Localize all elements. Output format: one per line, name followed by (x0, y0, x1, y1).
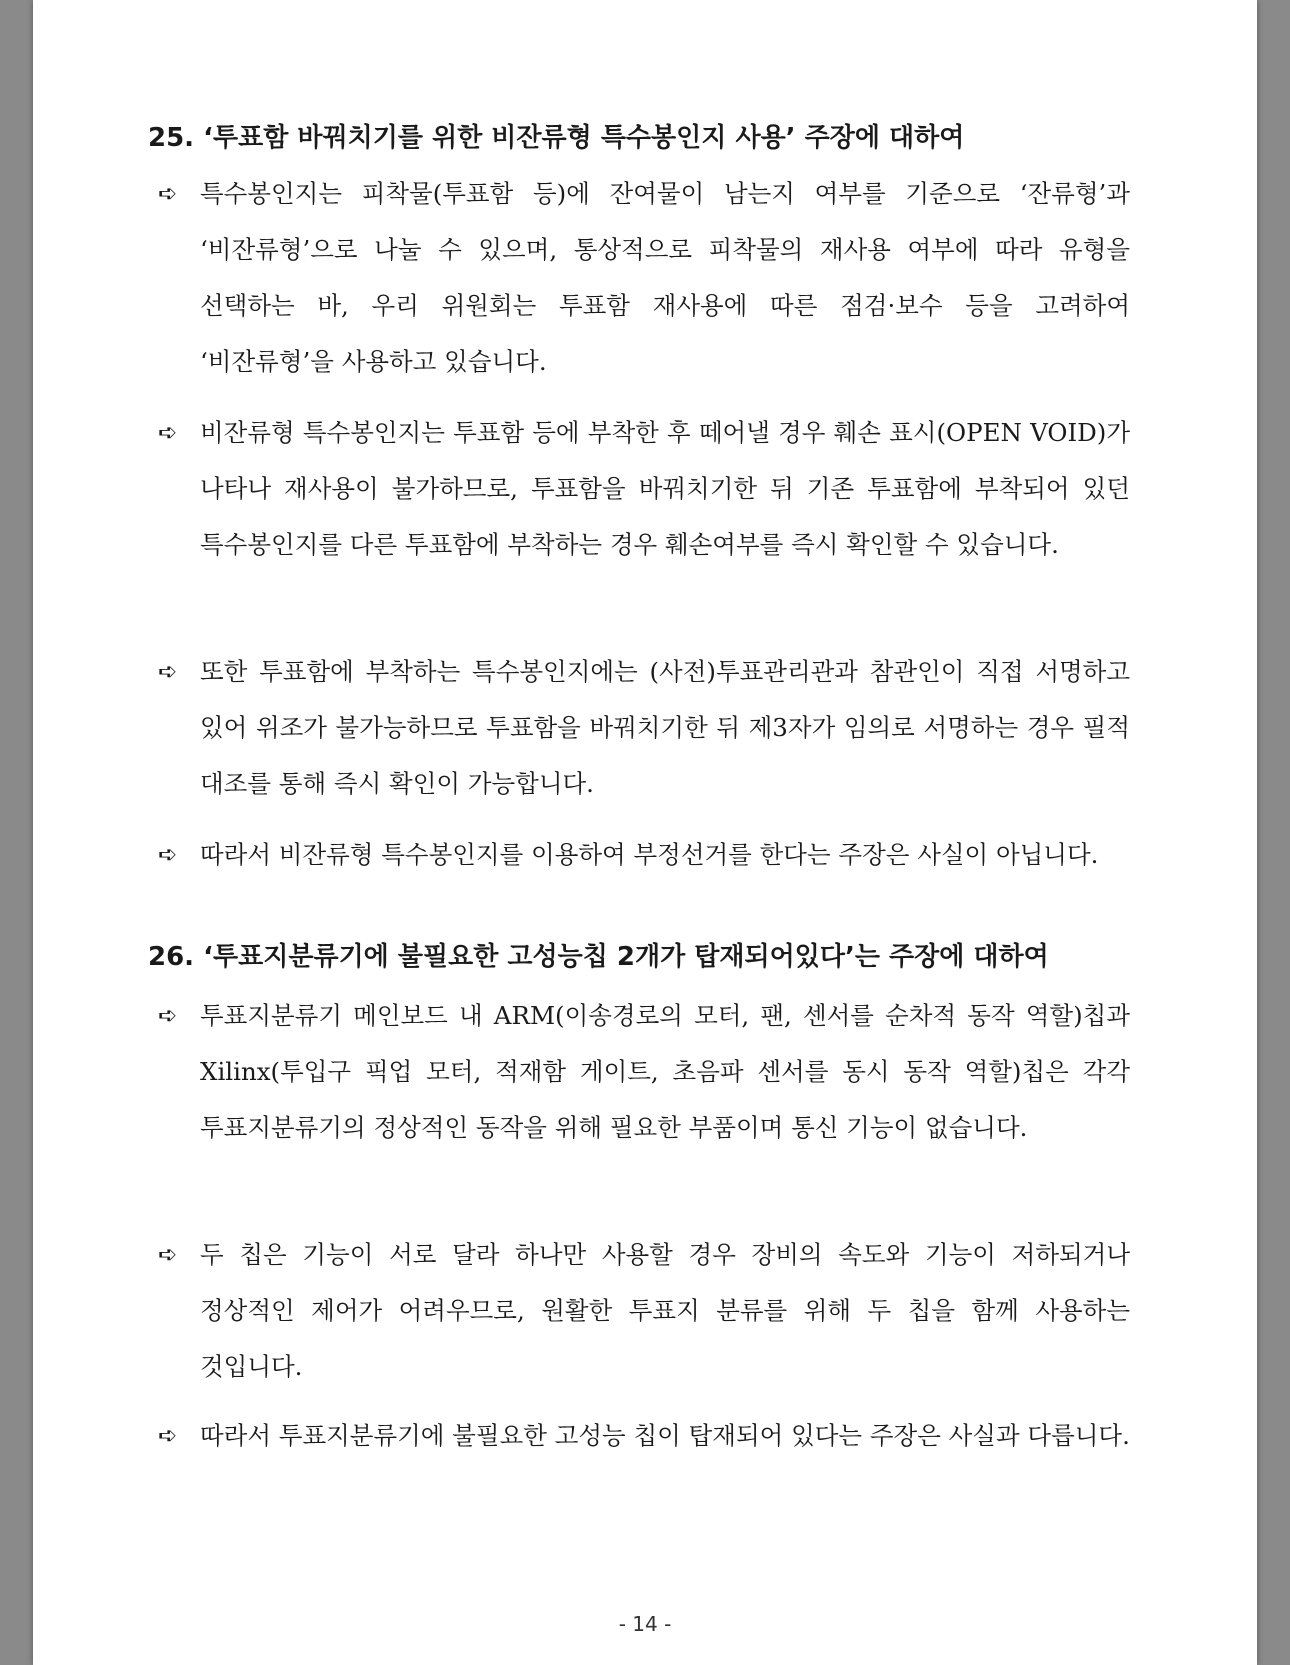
section-25-item-2 (158, 405, 1188, 573)
paragraph-text: 투표지분류기 메인보드 내 ARM(이송경로의 모터, 팬, 센서를 순차적 동작 역할)칩과 Xilinx(투입구 픽업 모터, 적재함 게이트, 초음파 센서를 동시 동작 역할)칩은 각각 투표지분류기의 정상적인 동작을 위해 필요한 부품이며 통신 기능이 없습니다. (200, 1001, 1130, 1142)
paragraph-text: 따라서 비잔류형 특수봉인지를 이용하여 부정선거를 한다는 주장은 사실이 아닙니다. (200, 840, 1099, 869)
arrow-bullet-icon: ➪ (158, 1003, 178, 1029)
section-25-item-3 (158, 644, 1188, 812)
document-page (33, 0, 1257, 1665)
section-25-heading: 25. ‘투표함 바꿔치기를 위한 비잔류형 특수봉인지 사용’ 주장에 대하여 (148, 123, 965, 153)
paragraph-text: 비잔류형 특수봉인지는 투표함 등에 부착한 후 떼어낼 경우 훼손 표시(OPEN VOID)가 나타나 재사용이 불가하므로, 투표함을 바꿔치기한 뒤 기존 투표함에 부착되어 있던 특수봉인지를 다른 투표함에 부착하는 경우 훼손여부를 즉시 확인할 수 있습니다. (200, 418, 1130, 559)
arrow-bullet-icon: ➪ (158, 420, 178, 446)
paragraph-text: 두 칩은 기능이 서로 달라 하나만 사용할 경우 장비의 속도와 기능이 저하되거나 정상적인 제어가 어려우므로, 원활한 투표지 분류를 위해 두 칩을 함께 사용하는 것입니다. (200, 1240, 1130, 1381)
arrow-bullet-icon: ➪ (158, 659, 178, 685)
section-25-item-4 (158, 827, 1188, 883)
paragraph-text: 따라서 투표지분류기에 불필요한 고성능 칩이 탑재되어 있다는 주장은 사실과 다릅니다. (200, 1421, 1130, 1450)
section-26-heading: 26. ‘투표지분류기에 불필요한 고성능칩 2개가 탑재되어있다’는 주장에 대하여 (148, 942, 1049, 972)
section-25-item-1 (158, 166, 1188, 390)
section-26-item-1 (158, 988, 1188, 1156)
paragraph-text: 또한 투표함에 부착하는 특수봉인지에는 (사전)투표관리관과 참관인이 직접 서명하고 있어 위조가 불가능하므로 투표함을 바꿔치기한 뒤 제3자가 임의로 서명하는 경우 필적 대조를 통해 즉시 확인이 가능합니다. (200, 657, 1130, 798)
arrow-bullet-icon: ➪ (158, 181, 178, 207)
arrow-bullet-icon: ➪ (158, 1242, 178, 1268)
section-26-item-2 (158, 1227, 1188, 1395)
arrow-bullet-icon: ➪ (158, 842, 178, 868)
section-26-item-3 (158, 1408, 1188, 1464)
page-number: - 14 - (618, 1612, 672, 1636)
paragraph-text: 특수봉인지는 피착물(투표함 등)에 잔여물이 남는지 여부를 기준으로 ‘잔류형’과 ‘비잔류형’으로 나눌 수 있으며, 통상적으로 피착물의 재사용 여부에 따라 유형을 선택하는 바, 우리 위원회는 투표함 재사용에 따른 점검·보수 등을 고려하여 ‘비잔류형’을 사용하고 있습니다. (200, 179, 1130, 376)
arrow-bullet-icon: ➪ (158, 1423, 178, 1449)
